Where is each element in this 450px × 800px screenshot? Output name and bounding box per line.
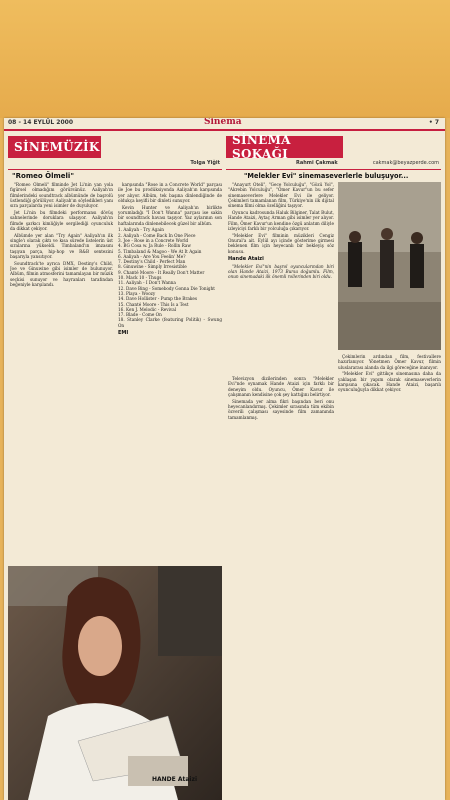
track-item: 12. Dave Bing - Somebody Gonna Die Tonight <box>118 285 215 291</box>
byline-left: Tolga Yiğit <box>190 160 220 166</box>
paragraph: karşısında "Rose in a Concrete World" parçası ile Joe bu prodüksiyonda Aaliyah'ın karşısında yer alıyor. Albüm, tek başına dinlendiğinde de oldukça keyifli bir dinleti sunuyor. <box>118 182 222 203</box>
author-name: Rahmi Çakmak <box>296 160 338 166</box>
actress-photo <box>8 566 222 800</box>
track-item: 10. Mack 10 - Thugs <box>118 275 162 281</box>
paragraph: "Romeo Ölmeli" filminde Jet Li'nin yan yola figürsel olmadığını görürsünüz. Aaliyah'ın filmlerindeki soundtrack albümünde de başrolü üstlendiği görülüyor. Aaliyah'ın söyledikleri yanı sıra parçalarda yeni isimler de duyuluyor. <box>10 182 113 209</box>
article-title-right: "Melekler Evi" sinemaseverlerle buluşuyor... <box>244 172 409 180</box>
track-item: 3. Joe - Rose in a Concrete World <box>118 237 189 243</box>
left-column-1 <box>10 182 113 436</box>
track-item: 6. Aaliyah - Are You Feelin' Me? <box>118 253 186 259</box>
photo-caption: HANDE Ataizi <box>152 776 198 783</box>
tracklist <box>118 227 222 328</box>
track-item: 1. Aaliyah - Try Again <box>118 227 164 233</box>
paragraph: Jet Li'nin bu filmdeki performansı dövüş sahnelerinde doruklara ulaşıyor. Aaliyah'ın filmde şarkıcı kimliğiyle sergilediği oyunculuk da dikkat çekiyor. <box>10 209 113 231</box>
track-item: 5. Timbaland & Magoo - We At It Again <box>118 248 202 254</box>
page-number: • 7 <box>428 119 439 126</box>
right-column-a <box>228 182 334 372</box>
paragraph: "Melekler Evi" filminin müzikleri Cengiz Onural'a ait. Eylül ayı içinde gösterime girmesi beklenen film için heyecanlı bir bekleyiş söz konusu. <box>228 232 334 254</box>
brand-label: Sinema <box>204 118 242 127</box>
byline-bar-left <box>8 160 222 170</box>
right-column-b <box>228 376 334 796</box>
paragraph: Soundtrack'te ayrıca DMX, Destiny's Child, Joe ve Ginuwine gibi isimler de bulunuyor. Albüm, filmin atmosferini tamamlayan bir müzik seçkisi sunuyor ve hayranları tarafından beğeniyle karşılandı. <box>10 260 113 287</box>
article-title-left: "Romeo Ölmeli" <box>12 172 74 180</box>
track-item: 14. Dave Hollister - Pump the Brakes <box>118 296 198 302</box>
section-title-right: SİNEMA SOKAĞI <box>226 136 343 158</box>
film-still-image <box>338 182 441 350</box>
newspaper-page <box>4 118 445 800</box>
paragraph: Oyuncu kadrosunda Haluk Bilginer, Talat Bulut, Hande Ataizi, Aytaç Arman gibi isimler yer alıyor. Film, Ömer Kavur'un kendine özgü anlatım diliyle izleyiciyi farklı bir yolculuğa çıkarıyor. <box>228 209 334 231</box>
track-item: 9. Chanté Moore - It Really Don't Matter <box>118 269 205 275</box>
paragraph: Albümde yer alan "Try Again" Aaliyah'ın ilk single'ı olarak çıktı ve kısa sürede listelerin üst sıralarına yükseldi. Timbaland'ın imzasını taşıyan parça, hip-hop ve R&B sentezini başarıyla yansıtıyor. <box>10 232 113 259</box>
paragraph: Televizyon dizilerinden sonra "Melekler Evi"nde oynamak Hande Ataizi için farklı bir deneyim oldu. Oyuncu, Ömer Kavur ile çalışmanın kendisine çok şey kattığını belirtiyor. <box>228 376 334 397</box>
paragraph: "Melekler Evi" gittikçe sinemasına daha da yaklaşan bir yapım olarak sinemaseverlerin karşısına çıkacak. Hande Ataizi, başarılı oyunculuğuyla dikkat çekiyor. <box>338 371 441 393</box>
track-item: 4. BG Cosa w. Ja Rule - Rollin Raw <box>118 243 191 249</box>
track-item: 8. Ginuwine - Simply Irresistible <box>118 264 187 270</box>
track-item: 18. Stanley Clarke (featuring Politik) - Swung On <box>118 317 222 328</box>
subheading-hande: Hande Ataizi <box>228 255 264 262</box>
left-column-2 <box>118 182 222 436</box>
background-strip <box>0 0 450 118</box>
track-item: 2. Aaliyah - Come Back In One Piece <box>118 232 196 238</box>
film-still-photo <box>338 182 441 350</box>
track-item: 11. Aaliyah - I Don't Wanna <box>118 280 176 286</box>
paragraph: Sinemada yer alma fikri başından beri onu heyecanlandırmış. Çekimler sırasında tüm ekibin özverili çalışması sayesinde film zamanında tamamlanmış. <box>228 398 334 420</box>
byline-bar-right <box>226 160 441 170</box>
paragraph: "Anayurt Oteli", "Gece Yolculuğu", "Gözü Yol", "Akrebin Yolculuğu", "Ömer Kavur"un bu sefer sinemaseverlere Melekler Evi ile geliyor. Çekimleri tamamlanan film, Türkiye'nin ilk dijital sinema filmi olma özelliğini taşıyor. <box>228 182 334 209</box>
record-label: EMI <box>118 330 129 337</box>
track-item: 17. Blade - Come On <box>118 312 162 318</box>
track-item: 16. Ken J. Melodic - Revival <box>118 306 177 312</box>
actress-photo-image <box>8 566 222 800</box>
section-title-left: SİNEMÜZİK <box>8 136 101 158</box>
paragraph: Kevin Hunter ve Aaliyah'ın birlikte yorumladığı "I Don't Wanna" parçası ise sakin bir soundtrack havası taşıyor. Yaz aylarının son haftalarında dinlenebilecek güzel bir albüm. <box>118 204 222 226</box>
paragraph: Çekimlerin ardından film, festivallere hazırlanıyor. Yönetmen Ömer Kavur, filmin uluslararası alanda da ilgi göreceğine inanıyor. <box>338 354 441 370</box>
issue-date: 08 - 14 EYLÜL 2000 <box>8 119 73 126</box>
paragraph: "Melekler Evi"nin başrol oyuncularından biri olan Hande Ataizi, 1973 Bursa doğumlu. Film, onun sinemadaki ilk önemli rollerinden biri oldu. <box>228 263 334 280</box>
track-item: 13. Playa - Woozy <box>118 290 156 296</box>
author-email: cakmak@beyazperde.com <box>372 160 439 166</box>
right-column-c <box>338 354 441 794</box>
header-rule <box>4 129 445 131</box>
track-item: 15. Chanté Moore - This Is a Test <box>118 301 189 307</box>
track-item: 7. Destiny's Child - Perfect Man <box>118 259 186 265</box>
